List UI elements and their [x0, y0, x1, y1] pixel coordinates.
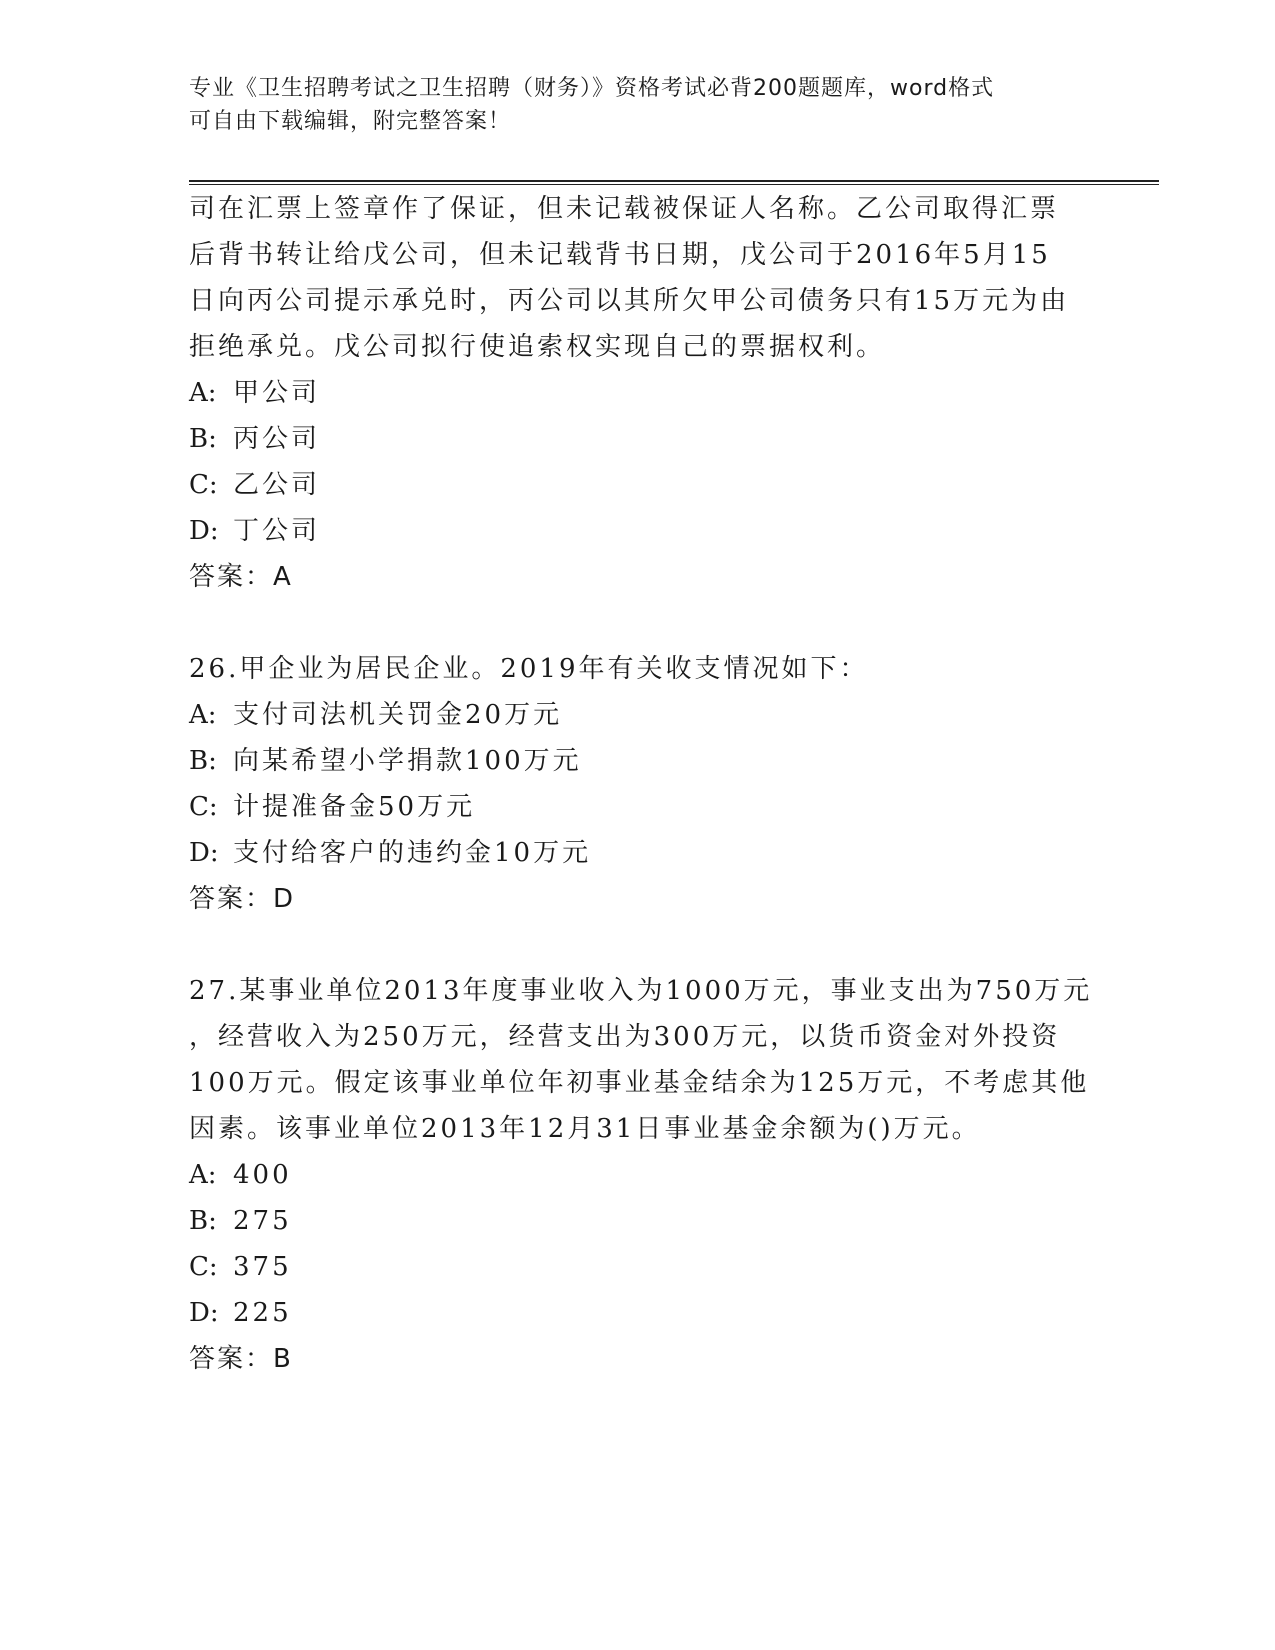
question-27 — [189, 968, 1093, 1382]
option-text: 丙公司 — [233, 424, 321, 454]
question-26 — [189, 646, 1089, 922]
option-key: D: — [189, 516, 219, 546]
option-text: 400 — [233, 1160, 292, 1190]
question-27-stem-line-2: ，经营收入为250万元，经营支出为300万元，以货币资金对外投资 — [189, 1022, 1061, 1052]
option-key: A: — [189, 1160, 217, 1190]
question-25-stem-line-1: 司在汇票上签章作了保证，但未记载被保证人名称。乙公司取得汇票 — [189, 194, 1060, 224]
question-26-answer: 答案：D — [189, 884, 296, 914]
question-25-option-b — [189, 416, 1089, 462]
question-25-stem-line-3: 日向丙公司提示承兑时，丙公司以其所欠甲公司债务只有15万元为由 — [189, 286, 1070, 316]
option-text: 计提准备金50万元 — [233, 792, 476, 822]
question-25-answer: 答案：A — [189, 562, 293, 592]
question-26-option-b — [189, 738, 1089, 784]
option-text: 乙公司 — [233, 470, 321, 500]
question-26-option-d — [189, 830, 1089, 876]
option-text: 375 — [233, 1252, 292, 1282]
header-title-line-2: 可自由下载编辑，附完整答案！ — [189, 109, 512, 134]
option-text: 甲公司 — [233, 378, 321, 408]
option-key: B: — [189, 424, 217, 454]
question-25-option-c — [189, 462, 1089, 508]
question-25-option-a — [189, 370, 1089, 416]
header-divider — [189, 180, 1159, 185]
spacer — [189, 922, 1089, 968]
option-key: C: — [189, 792, 218, 822]
option-key: B: — [189, 1206, 217, 1236]
option-text: 支付给客户的违约金10万元 — [233, 838, 592, 868]
option-key: C: — [189, 1252, 218, 1282]
page-header — [189, 72, 1089, 138]
question-27-stem-line-1: 27.某事业单位2013年度事业收入为1000万元，事业支出为750万元 — [189, 976, 1093, 1006]
question-25-option-d — [189, 508, 1089, 554]
question-25 — [189, 186, 1089, 600]
option-text: 支付司法机关罚金20万元 — [233, 700, 563, 730]
option-key: A: — [189, 378, 217, 408]
question-27-option-d — [189, 1290, 1089, 1336]
question-27-option-b — [189, 1198, 1089, 1244]
option-key: D: — [189, 1298, 219, 1328]
question-26-stem: 26.甲企业为居民企业。2019年有关收支情况如下： — [189, 654, 869, 684]
option-text: 275 — [233, 1206, 292, 1236]
question-27-option-a — [189, 1152, 1089, 1198]
option-key: B: — [189, 746, 217, 776]
question-26-option-a — [189, 692, 1089, 738]
question-27-answer: 答案：B — [189, 1344, 293, 1374]
spacer — [189, 600, 1089, 646]
option-key: D: — [189, 838, 219, 868]
header-title-line-1: 专业《卫生招聘考试之卫生招聘（财务）》资格考试必背200题题库，word格式 — [189, 76, 995, 101]
question-list — [189, 186, 1093, 1382]
option-key: C: — [189, 470, 218, 500]
question-26-option-c — [189, 784, 1089, 830]
option-text: 丁公司 — [233, 516, 321, 546]
question-27-option-c — [189, 1244, 1089, 1290]
question-27-stem-line-3: 100万元。假定该事业单位年初事业基金结余为125万元，不考虑其他 — [189, 1068, 1090, 1098]
question-25-stem-line-4: 拒绝承兑。戊公司拟行使追索权实现自己的票据权利。 — [189, 332, 886, 362]
question-25-stem-line-2: 后背书转让给戊公司，但未记载背书日期，戊公司于2016年5月15 — [189, 240, 1051, 270]
option-key: A: — [189, 700, 217, 730]
option-text: 向某希望小学捐款100万元 — [233, 746, 582, 776]
option-text: 225 — [233, 1298, 292, 1328]
question-27-stem-line-4: 因素。该事业单位2013年12月31日事业基金余额为()万元。 — [189, 1114, 981, 1144]
